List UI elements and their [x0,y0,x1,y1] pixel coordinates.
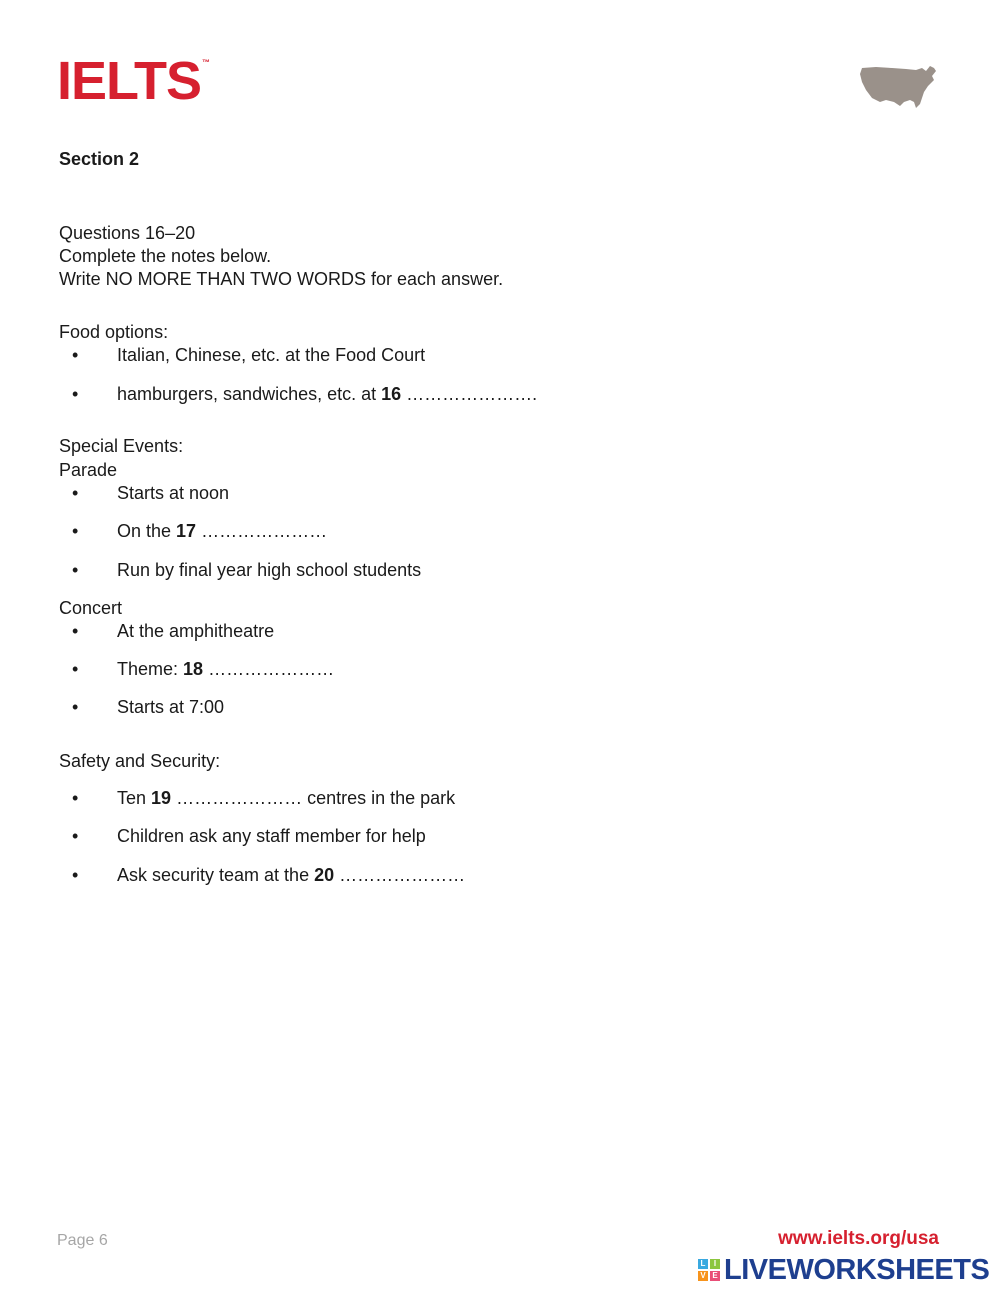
answer-blank-18[interactable]: ………………… [203,659,335,679]
bullet: • [72,345,79,365]
list-item-text [117,864,465,886]
list-item-text: At the amphitheatre [117,621,275,641]
bullet: • [72,560,79,580]
liveworksheets-blocks-icon [698,1259,720,1281]
item-text: Ask security team at the [117,865,315,885]
bullet: • [72,826,79,846]
parade-heading: Parade [59,460,118,480]
answer-blank-20[interactable]: ………………… [334,865,466,885]
instruction-line-2: Write NO MORE THAN TWO WORDS for each answer. [59,269,504,289]
safety-heading: Safety and Security: [59,751,221,771]
item-text: Ten [117,788,152,808]
list-item-text: Starts at noon [117,483,230,503]
list-item-text [117,383,537,405]
food-options-heading: Food options: [59,322,169,342]
concert-heading: Concert [59,598,123,618]
question-number-17: 17 [176,521,197,541]
answer-blank-16[interactable]: …………………. [401,384,538,404]
special-events-heading: Special Events: [59,436,184,456]
footer-url-link[interactable]: www.ielts.org/usa [778,1228,939,1249]
list-item-text: Run by final year high school students [117,560,422,580]
answer-blank-19[interactable]: ………………… centres in the park [171,788,456,808]
bullet: • [72,697,79,717]
bullet: • [72,483,79,503]
block-i: I [710,1259,720,1269]
item-text: On the [117,521,177,541]
question-number-16: 16 [381,384,402,404]
bullet: • [72,621,79,641]
block-e: E [710,1271,720,1281]
questions-range: Questions 16–20 [59,223,196,243]
bullet: • [72,788,79,808]
question-number-19: 19 [151,788,172,808]
bullet: • [72,659,79,679]
answer-blank-17[interactable]: ………………… [196,521,328,541]
block-l: L [698,1259,708,1269]
list-item-text: Starts at 7:00 [117,697,225,717]
list-item-text [117,787,455,809]
list-item-text: Children ask any staff member for help [117,826,426,846]
item-text: Theme: [117,659,184,679]
page-number: Page 6 [57,1232,108,1249]
instruction-line-1: Complete the notes below. [59,246,272,266]
bullet: • [72,865,79,885]
bullet: • [72,521,79,541]
liveworksheets-brand-text: LIVEWORKSHEETS [724,1254,990,1286]
list-item-text [117,520,327,542]
item-text: hamburgers, sandwiches, etc. at [117,384,382,404]
ielts-logo: IELTS [57,51,202,111]
question-number-20: 20 [314,865,335,885]
bullet: • [72,384,79,404]
trademark-symbol: ™ [202,58,210,67]
usa-map-icon [858,62,940,112]
list-item-text: Italian, Chinese, etc. at the Food Court [117,345,426,365]
liveworksheets-logo[interactable] [698,1255,989,1285]
question-number-18: 18 [183,659,204,679]
block-v: V [698,1271,708,1281]
list-item-text [117,658,334,680]
section-title: Section 2 [59,149,140,169]
